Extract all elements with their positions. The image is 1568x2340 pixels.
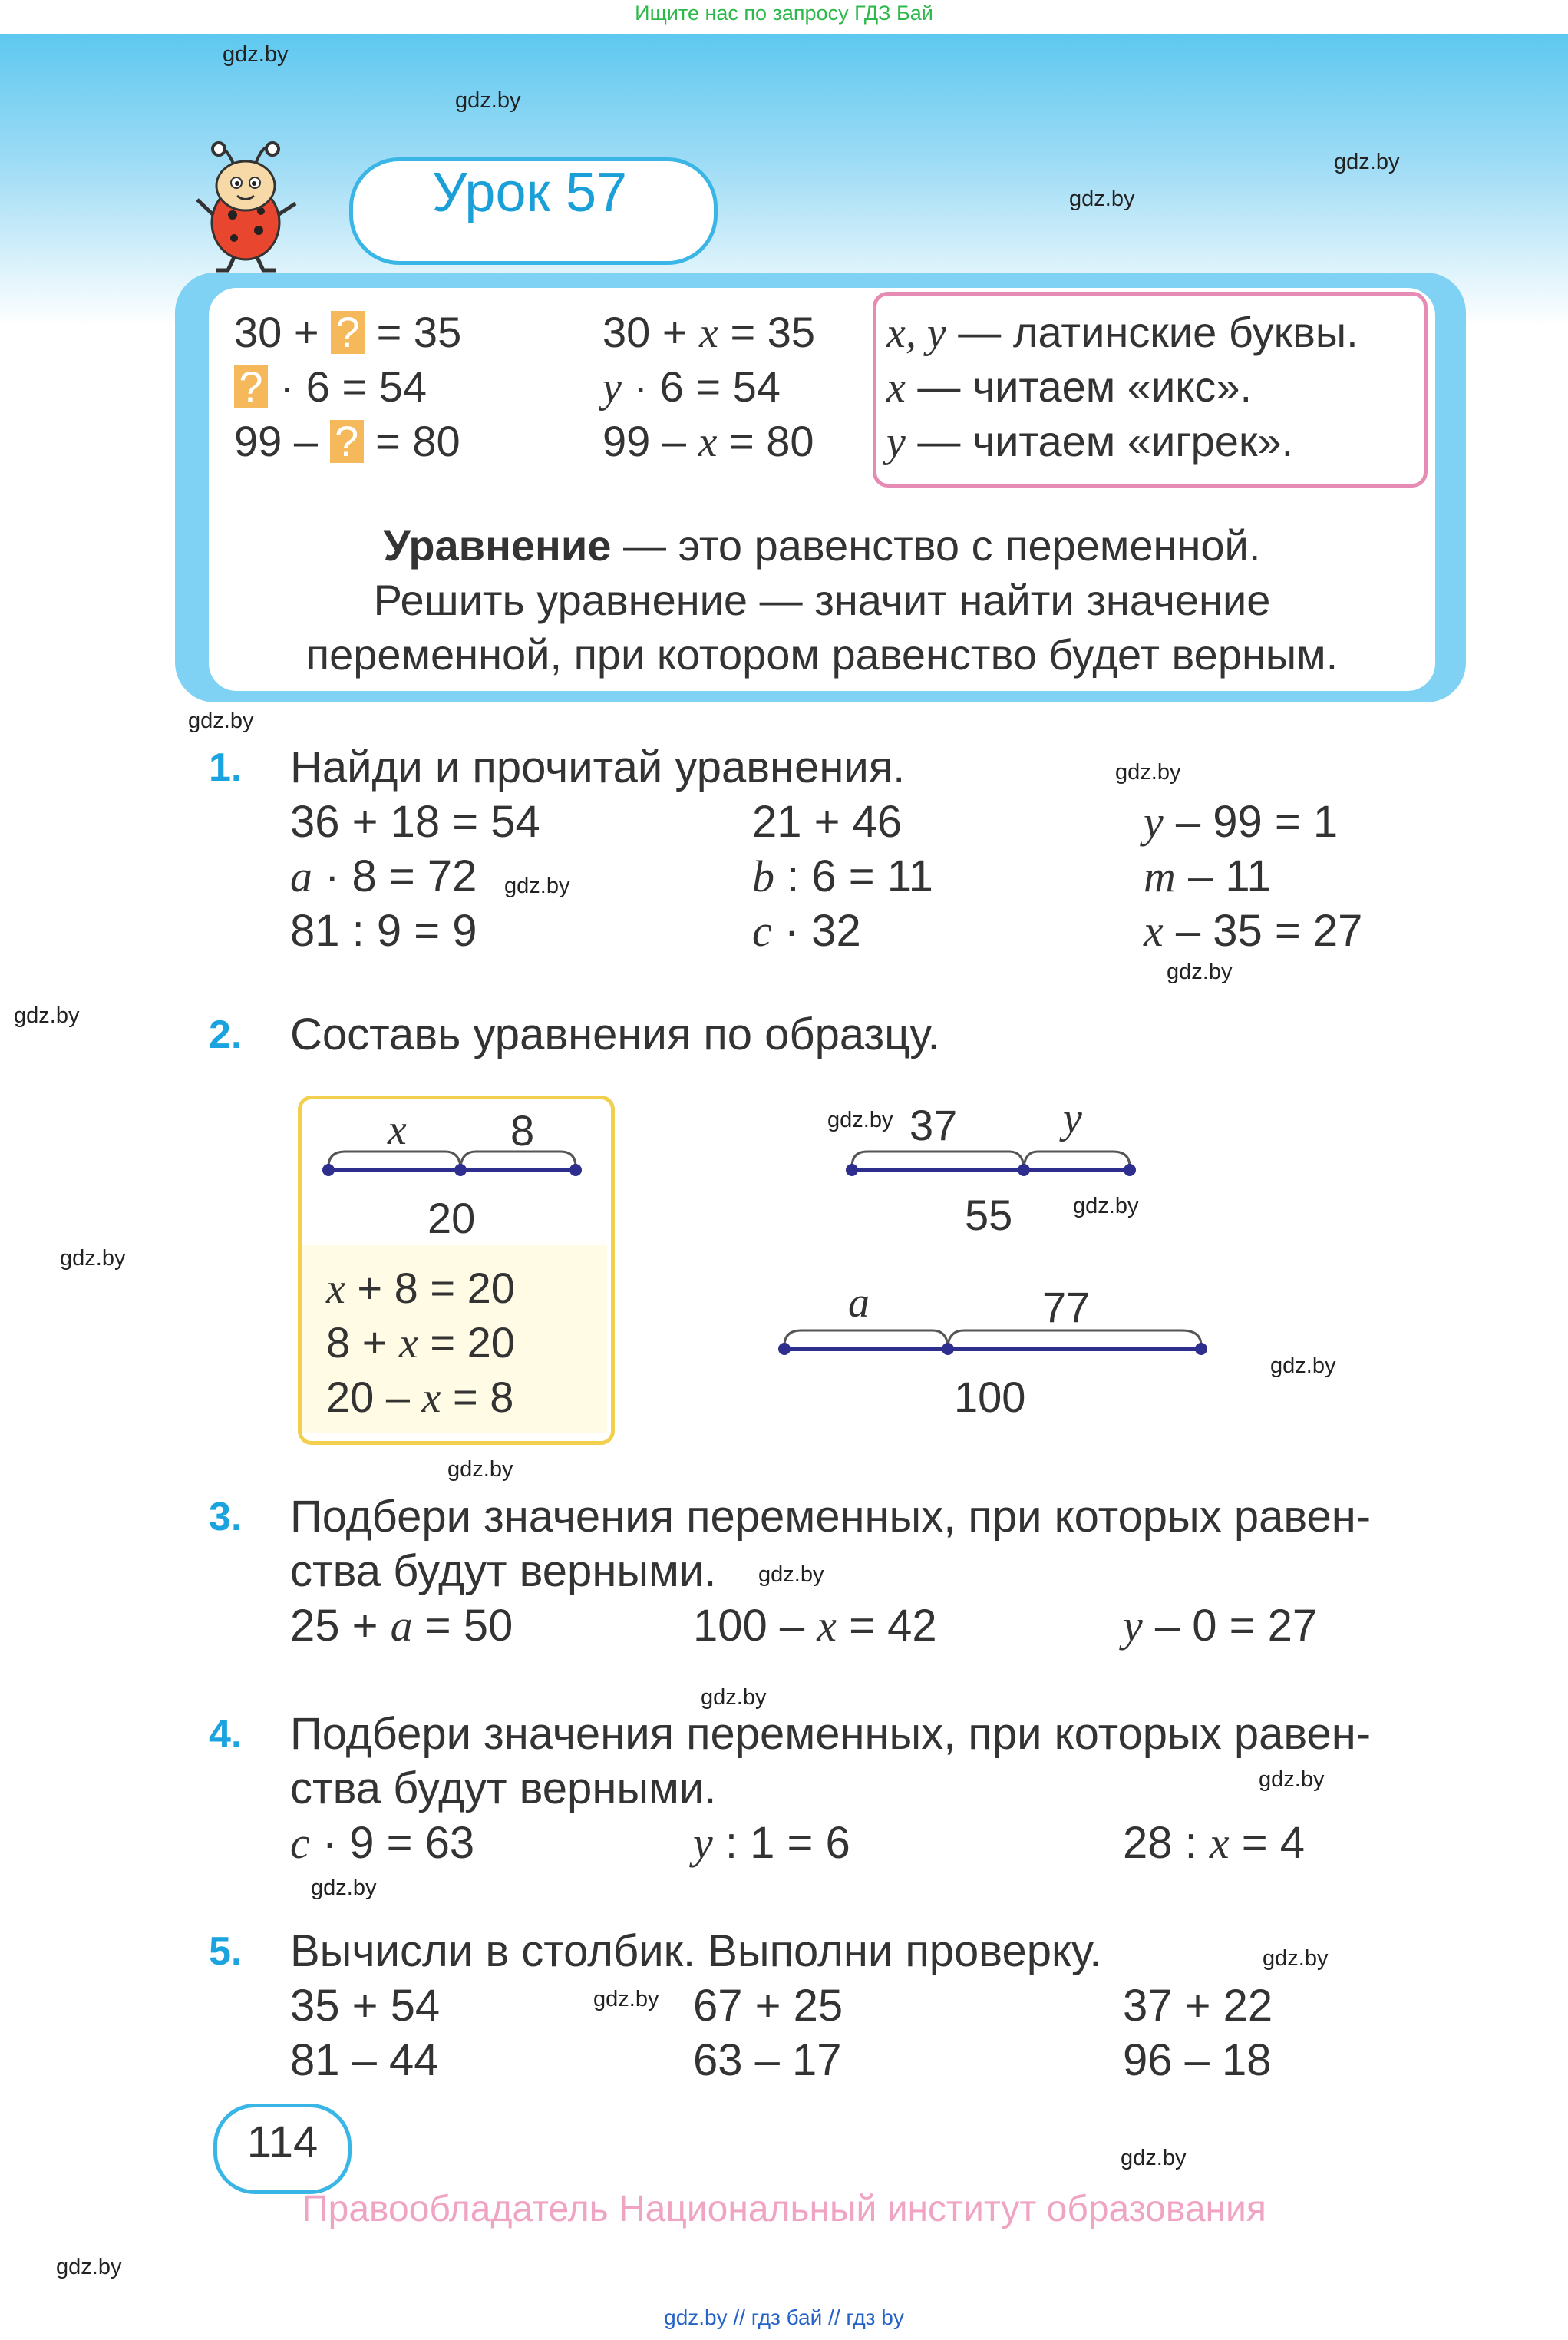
definition-line-2: Решить уравнение — значит найти значение <box>373 576 1271 624</box>
watermark: gdz.by <box>1270 1353 1336 1378</box>
sample-equation: 20 – x = 8 <box>326 1373 514 1422</box>
intro-var-eq-2: y · 6 = 54 <box>602 362 781 411</box>
sample-total-label: 20 <box>427 1194 476 1242</box>
footer-links[interactable]: gdz.by // гдз бай // гдз by <box>664 2305 904 2329</box>
copyright: Правообладатель Национальный институт образования <box>302 2189 1266 2229</box>
watermark: gdz.by <box>1167 960 1233 984</box>
definition-line-1: Уравнение — это равенство с переменной. <box>383 521 1261 570</box>
task-3-number: 3. <box>209 1495 243 1539</box>
unknown-mark: ? <box>330 420 364 463</box>
task-3-text-line-1: Подбери значения переменных, при которых равен- <box>290 1492 1372 1542</box>
task-4-number: 4. <box>209 1712 243 1757</box>
watermark: gdz.by <box>1263 1946 1329 1971</box>
watermark: gdz.by <box>1069 187 1135 211</box>
task-4-equation: 28 : x = 4 <box>1123 1818 1305 1868</box>
watermark: gdz.by <box>701 1685 767 1710</box>
segment-2-right-label: 77 <box>1042 1283 1091 1331</box>
sample-equation: x + 8 = 20 <box>326 1264 515 1313</box>
task-5-expression: 63 – 17 <box>693 2035 842 2085</box>
task-4-text-line-2: ства будут верными. <box>290 1763 717 1813</box>
watermark: gdz.by <box>827 1108 893 1132</box>
watermark: gdz.by <box>311 1876 377 1900</box>
segment-diagram-2 <box>775 1324 1213 1370</box>
watermark: gdz.by <box>1121 2146 1187 2170</box>
task-1-item: c · 32 <box>752 906 861 956</box>
segment-1-left-label: 37 <box>909 1101 958 1149</box>
task-1-item: x – 35 = 27 <box>1144 906 1363 956</box>
task-2-text: Составь уравнения по образцу. <box>290 1010 940 1059</box>
task-1-item: b : 6 = 11 <box>752 851 933 901</box>
task-1-item: 36 + 18 = 54 <box>290 797 540 847</box>
lesson-title: Урок 57 <box>431 162 628 223</box>
sample-right-label: 8 <box>510 1106 535 1155</box>
task-1-item: 81 : 9 = 9 <box>290 906 477 956</box>
watermark: gdz.by <box>188 709 254 733</box>
task-4-equation: c · 9 = 63 <box>290 1818 475 1868</box>
task-1-item: y – 99 = 1 <box>1144 797 1339 847</box>
watermark: gdz.by <box>1259 1767 1325 1792</box>
task-5-expression: 37 + 22 <box>1123 1981 1273 2031</box>
watermark: gdz.by <box>758 1562 824 1587</box>
read-x-line: x — читаем «икс». <box>886 362 1253 411</box>
intro-var-eq-3: 99 – x = 80 <box>602 417 814 466</box>
task-3-equation: 100 – x = 42 <box>693 1601 937 1651</box>
task-5-expression: 67 + 25 <box>693 1981 843 2031</box>
watermark: gdz.by <box>60 1246 126 1271</box>
segment-2-total-label: 100 <box>954 1373 1026 1421</box>
watermark: gdz.by <box>56 2255 122 2279</box>
task-5-expression: 81 – 44 <box>290 2035 439 2085</box>
watermark: gdz.by <box>14 1003 80 1028</box>
latin-letters-line: x, y — латинские буквы. <box>886 308 1358 357</box>
watermark: gdz.by <box>455 88 521 113</box>
intro-var-eq-1: 30 + x = 35 <box>602 308 816 357</box>
watermark: gdz.by <box>1334 150 1400 174</box>
segment-1-total-label: 55 <box>965 1191 1013 1239</box>
watermark: gdz.by <box>504 874 570 898</box>
task-5-expression: 96 – 18 <box>1123 2035 1272 2085</box>
watermark: gdz.by <box>223 42 289 67</box>
header-note: Ищите нас по запросу ГДЗ Бай <box>635 2 933 25</box>
task-1-number: 1. <box>209 745 243 790</box>
sample-left-label: x <box>388 1106 407 1154</box>
task-4-equation: y : 1 = 6 <box>693 1818 850 1868</box>
task-1-item: 21 + 46 <box>752 797 903 847</box>
unknown-mark: ? <box>331 311 365 354</box>
task-1-item: m – 11 <box>1144 851 1272 901</box>
task-2-number: 2. <box>209 1013 243 1057</box>
watermark: gdz.by <box>1115 760 1181 785</box>
task-5-number: 5. <box>209 1929 243 1974</box>
segment-diagram-1 <box>844 1144 1144 1190</box>
sample-equation: 8 + x = 20 <box>326 1318 515 1367</box>
sample-segment-diagram <box>322 1144 587 1190</box>
unknown-mark: ? <box>234 365 268 408</box>
definition-line-3: переменной, при котором равенство будет верным. <box>305 630 1339 679</box>
segment-1-right-label: y <box>1063 1095 1082 1142</box>
task-5-text: Вычисли в столбик. Выполни проверку. <box>290 1926 1102 1976</box>
task-5-expression: 35 + 54 <box>290 1981 441 2031</box>
intro-eq-3: 99 – ? = 80 <box>234 417 460 465</box>
intro-eq-1: 30 + ? = 35 <box>234 308 462 356</box>
task-3-equation: 25 + a = 50 <box>290 1601 513 1651</box>
intro-eq-2: ? · 6 = 54 <box>234 362 427 411</box>
page-number: 114 <box>246 2117 319 2167</box>
watermark: gdz.by <box>593 1987 659 2011</box>
segment-2-left-label: a <box>848 1279 870 1327</box>
task-1-item: a · 8 = 72 <box>290 851 477 901</box>
read-y-line: y — читаем «игрек». <box>886 417 1294 466</box>
task-3-text-line-2: ства будут верными. <box>290 1546 717 1596</box>
watermark: gdz.by <box>1073 1194 1139 1218</box>
task-1-text: Найди и прочитай уравнения. <box>290 742 906 792</box>
task-3-equation: y – 0 = 27 <box>1123 1601 1318 1651</box>
watermark: gdz.by <box>447 1457 513 1482</box>
task-4-text-line-1: Подбери значения переменных, при которых равен- <box>290 1709 1372 1759</box>
ladybug-mascot-icon <box>188 138 303 276</box>
